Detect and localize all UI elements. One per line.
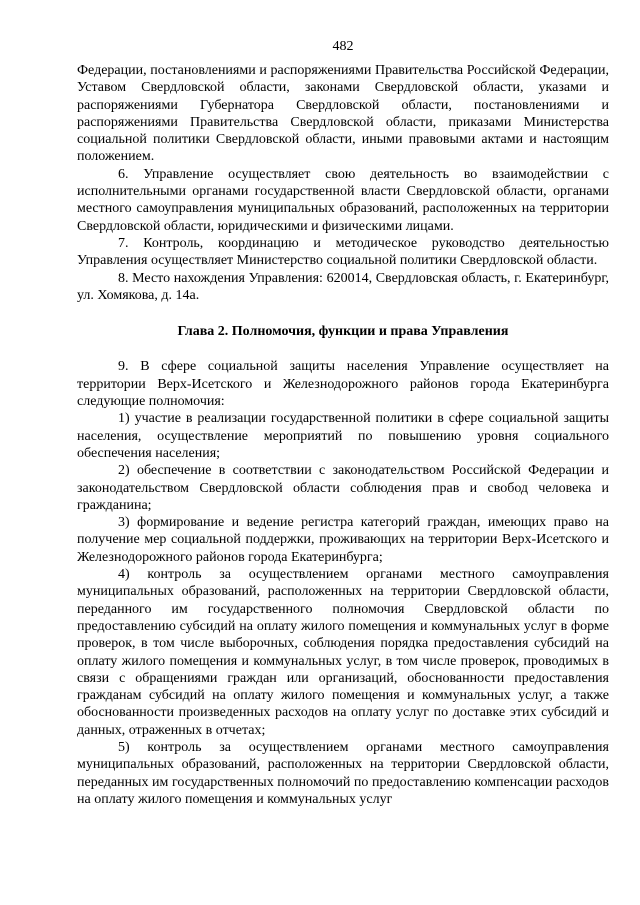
document-page [77,38,609,808]
paragraph-8: 8. Место нахождения Управления: 620014, Свердловская область, г. Екатеринбург, ул. Хомякова, д. 14а. [77,270,609,303]
list-item-1: 1) участие в реализации государственной политики в сфере социальной защиты населения, осуществление мероприятий по повышению уровня социального обеспечения населения; [77,411,609,461]
list-item-5: 5) контроль за осуществлением органами местного самоуправления муниципальных образований, расположенных на территории Свердловской области, переданных им государственных полномочий по предоставлению компенсации расходов на оплату жилого помещения и коммунальных услуг [77,739,609,807]
paragraphs-after [77,358,609,808]
chapter-heading: Глава 2. Полномочия, функции и права Управления [177,324,509,340]
paragraph-7: 7. Контроль, координацию и методическое руководство деятельностью Управления осуществляет Министерство социальной политики Свердловской области. [77,235,609,269]
paragraph-9: 9. В сфере социальной защиты населения Управление осуществляет на территории Верх-Исетского и Железнодорожного районов города Екатеринбурга следующие полномочия: [77,359,609,410]
paragraphs-before [77,62,609,304]
list-item-4: 4) контроль за осуществлением органами местного самоуправления муниципальных образований, расположенных на территории Свердловской области, переданного им государственного полномочия Свердловской области по предоставлению субсидий на оплату жилого помещения и коммунальных услуг в форме проверок, в том числе выборочных, соблюдения порядка предоставления субсидий на оплату жилого помещения и коммунальных услуг, в том числе проверок, проводимых в связи с обращениями граждан или организаций, обоснованности предоставления гражданам субсидий на оплату жилого помещения и коммунальных услуг, а также обоснованности произведенных расходов на оплату услуг по доставке этих субсидий и данных, отраженных в отчетах; [77,567,609,738]
paragraph-6: 6. Управление осуществляет свою деятельность во взаимодействии с исполнительными органами государственной власти Свердловской области, органами местного самоуправления муниципальных образований, расположенных на территории Свердловской области, юридическими и физическими лицами. [77,166,609,234]
list-item-2: 2) обеспечение в соответствии с законодательством Российской Федерации и законодательством Свердловской области соблюдения прав и свобод человека и гражданина; [77,463,609,513]
page-number: 482 [332,39,354,54]
paragraph-continuation: Федерации, постановлениями и распоряжениями Правительства Российской Федерации, Уставом Свердловской области, законами Свердловской области, указами и распоряжениями Губернатора Свердловской области, постановлениями и распоряжениями Правительства Свердловской области, приказами Министерства социальной политики Свердловской области, иными правовыми актами и настоящим положением. [77,63,609,165]
list-item-3: 3) формирование и ведение регистра категорий граждан, имеющих право на получение мер социальной поддержки, проживающих на территории Верх-Исетского и Железнодорожного районов города Екатеринбурга; [77,515,609,565]
